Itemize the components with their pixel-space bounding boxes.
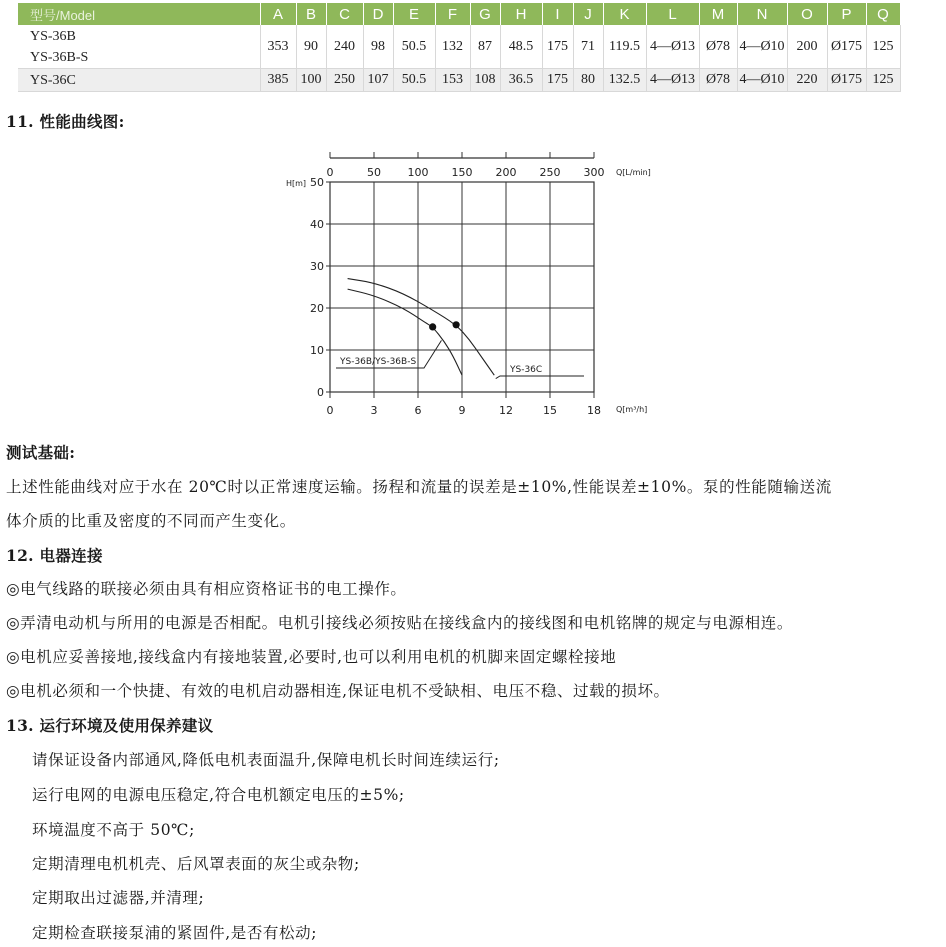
- model-name: YS-36B-S: [30, 49, 89, 65]
- x-tick-label: 15: [543, 404, 557, 417]
- model-name: YS-36C: [30, 72, 76, 88]
- test-basis-line-1: 上述性能曲线对应于水在 20℃时以正常速度运输。扬程和流量的误差是±10%,性能误差±10%。泵的性能随输送流: [6, 478, 832, 496]
- y-tick-label: 50: [310, 176, 324, 189]
- table-row: [18, 25, 900, 69]
- x2-tick-label: 0: [326, 166, 334, 179]
- spec-header: D: [363, 3, 393, 25]
- spec-header-model: 型号/Model: [18, 3, 260, 25]
- table-cell: 4—Ø13: [646, 69, 699, 92]
- table-cell: 220: [787, 69, 827, 92]
- maintenance-item: 运行电网的电源电压稳定,符合电机额定电压的±5%;: [32, 786, 405, 804]
- table-cell: 353: [260, 25, 296, 69]
- maintenance-item: 定期清理电机机壳、后风罩表面的灰尘或杂物;: [32, 855, 360, 873]
- y-tick-label: 30: [310, 260, 324, 273]
- section-11-title: 11. 性能曲线图:: [6, 112, 125, 131]
- x-tick-label: 6: [414, 404, 422, 417]
- spec-table: [18, 3, 901, 92]
- x2-tick-label: 250: [539, 166, 561, 179]
- x-tick-label: 0: [326, 404, 334, 417]
- electrical-item: ◎电机必须和一个快捷、有效的电机启动器相连,保证电机不受缺相、电压不稳、过载的损坏。: [6, 682, 670, 700]
- table-cell: 132.5: [603, 69, 646, 92]
- series-label: YS-36B/YS-36B-S: [340, 357, 417, 367]
- spec-header: A: [260, 3, 296, 25]
- spec-header: L: [646, 3, 699, 25]
- electrical-item: ◎电气线路的联接必须由具有相应资格证书的电工操作。: [6, 580, 407, 598]
- spec-header: P: [827, 3, 866, 25]
- test-basis-line-2: 体介质的比重及密度的不同而产生变化。: [6, 512, 296, 530]
- spec-header: F: [435, 3, 470, 25]
- chart-left-axis: [286, 176, 330, 399]
- section-13-title: 13. 运行环境及使用保养建议: [6, 716, 214, 735]
- x2-tick-label: 150: [451, 166, 473, 179]
- table-cell: 87: [470, 25, 500, 69]
- x2-tick-label: 100: [407, 166, 429, 179]
- series-callout: [496, 376, 584, 379]
- table-cell: 100: [296, 69, 326, 92]
- table-cell: 4—Ø10: [737, 25, 787, 69]
- table-cell: Ø175: [827, 69, 866, 92]
- table-cell: 119.5: [603, 25, 646, 69]
- table-cell: 50.5: [393, 69, 435, 92]
- spec-header: I: [542, 3, 573, 25]
- electrical-item: ◎弄清电动机与所用的电源是否相配。电机引接线必须按贴在接线盒内的接线图和电机铭牌的规定与电源相连。: [6, 614, 793, 632]
- spec-header: J: [573, 3, 603, 25]
- chart-top-axis: [327, 152, 651, 179]
- table-cell: 250: [326, 69, 363, 92]
- table-cell: 36.5: [500, 69, 542, 92]
- table-cell: 4—Ø10: [737, 69, 787, 92]
- test-basis-title: 测试基础:: [6, 443, 76, 462]
- x2-axis-label: Q[L/min]: [616, 168, 651, 177]
- x2-tick-label: 50: [367, 166, 381, 179]
- x2-tick-label: 300: [583, 166, 605, 179]
- table-cell: 153: [435, 69, 470, 92]
- table-cell: 125: [866, 25, 900, 69]
- table-cell: 98: [363, 25, 393, 69]
- table-cell: 132: [435, 25, 470, 69]
- x-tick-label: 18: [587, 404, 601, 417]
- table-cell: 80: [573, 69, 603, 92]
- table-cell: 90: [296, 25, 326, 69]
- x2-tick-label: 200: [495, 166, 517, 179]
- table-cell: 175: [542, 25, 573, 69]
- y-tick-label: 20: [310, 302, 324, 315]
- spec-table-header-row: [18, 3, 900, 25]
- table-cell: 108: [470, 69, 500, 92]
- spec-header: E: [393, 3, 435, 25]
- table-cell: 48.5: [500, 25, 542, 69]
- table-cell: Ø78: [699, 25, 737, 69]
- y-tick-label: 10: [310, 344, 324, 357]
- spec-header: N: [737, 3, 787, 25]
- x-tick-label: 3: [370, 404, 378, 417]
- operating-point: [429, 323, 436, 330]
- table-cell: Ø78: [699, 69, 737, 92]
- operating-point: [453, 321, 460, 328]
- x-tick-label: 9: [458, 404, 466, 417]
- table-cell: Ø175: [827, 25, 866, 69]
- table-cell: 107: [363, 69, 393, 92]
- y-axis-label: H[m]: [286, 179, 307, 188]
- spec-header: G: [470, 3, 500, 25]
- maintenance-item: 定期检查联接泵浦的紧固件,是否有松动;: [32, 924, 318, 942]
- model-name: YS-36B: [30, 28, 76, 44]
- spec-header: O: [787, 3, 827, 25]
- x-axis-label: Q[m³/h]: [616, 405, 648, 414]
- electrical-item: ◎电机应妥善接地,接线盒内有接地装置,必要时,也可以利用电机的机脚来固定螺栓接地: [6, 648, 617, 666]
- y-tick-label: 0: [317, 386, 324, 399]
- chart-series: [336, 279, 584, 379]
- maintenance-item: 请保证设备内部通风,降低电机表面温升,保障电机长时间连续运行;: [32, 751, 500, 769]
- table-cell: 240: [326, 25, 363, 69]
- spec-header: Q: [866, 3, 900, 25]
- series-label: YS-36C: [510, 365, 543, 375]
- table-cell: 200: [787, 25, 827, 69]
- y-tick-label: 40: [310, 218, 324, 231]
- table-cell: 4—Ø13: [646, 25, 699, 69]
- table-cell: 50.5: [393, 25, 435, 69]
- spec-header: B: [296, 3, 326, 25]
- spec-header: M: [699, 3, 737, 25]
- chart-bottom-axis: [327, 392, 648, 417]
- maintenance-item: 环境温度不高于 50℃;: [32, 821, 195, 839]
- model-cell: [18, 69, 260, 92]
- model-cell: [18, 25, 260, 69]
- spec-header: K: [603, 3, 646, 25]
- spec-header: C: [326, 3, 363, 25]
- table-row: [18, 69, 900, 92]
- table-cell: 175: [542, 69, 573, 92]
- table-cell: 125: [866, 69, 900, 92]
- x-tick-label: 12: [499, 404, 513, 417]
- table-cell: 71: [573, 25, 603, 69]
- section-12-title: 12. 电器连接: [6, 546, 103, 565]
- maintenance-item: 定期取出过滤器,并清理;: [32, 889, 205, 907]
- spec-header: H: [500, 3, 542, 25]
- performance-chart: [280, 148, 660, 438]
- table-cell: 385: [260, 69, 296, 92]
